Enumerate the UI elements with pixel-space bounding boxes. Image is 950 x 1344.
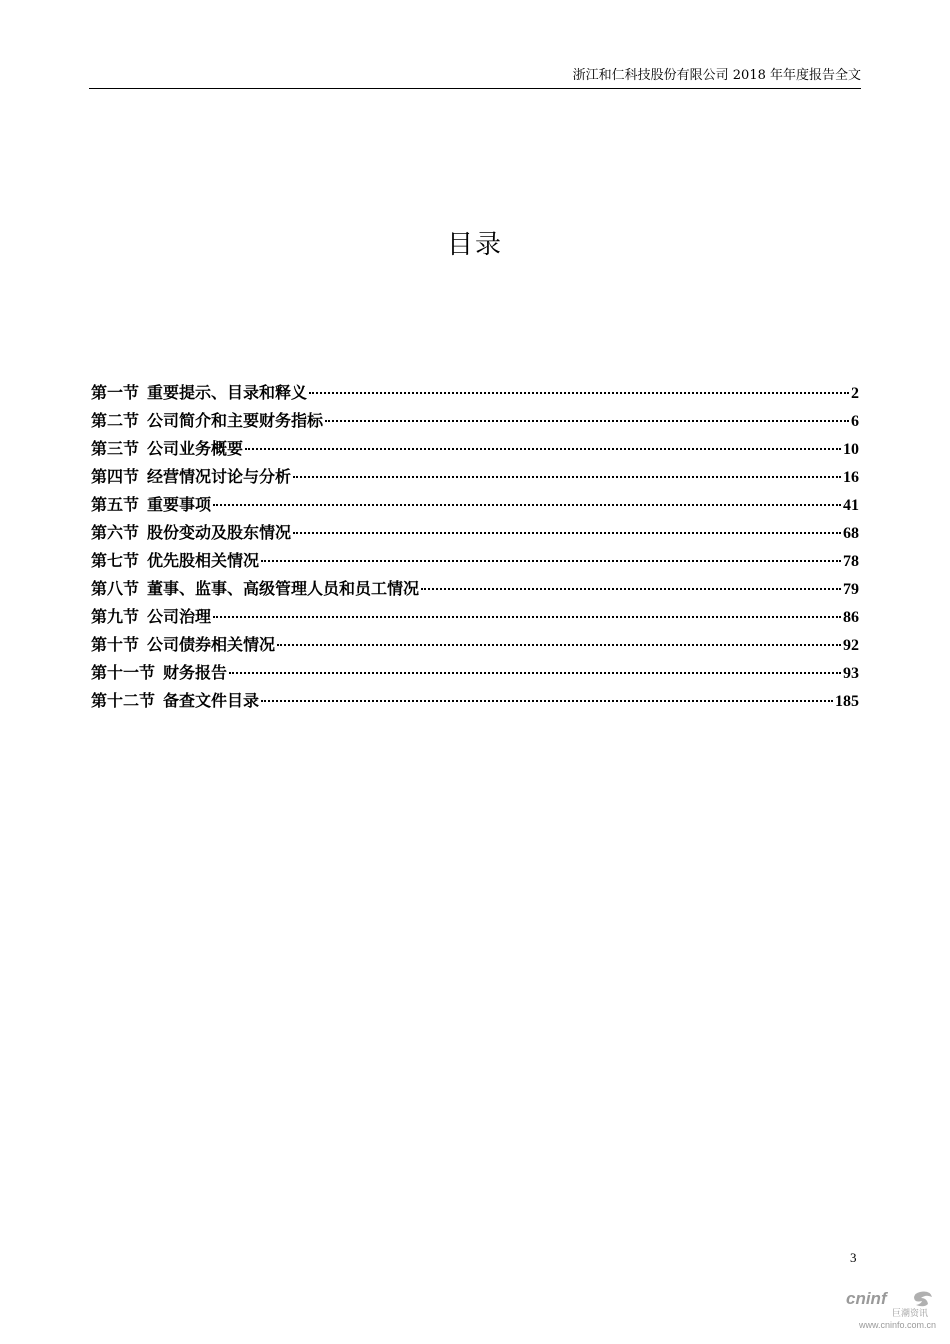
toc-entry[interactable] <box>91 520 859 548</box>
toc-entry[interactable] <box>91 688 859 716</box>
toc-section-title: 经营情况讨论与分析 <box>147 467 292 486</box>
toc-dot-leader <box>213 504 841 506</box>
toc-section-number: 第八节 <box>91 579 140 598</box>
toc-section-title: 财务报告 <box>163 663 228 682</box>
toc-section-number: 第三节 <box>91 439 140 458</box>
page-title: 目录 <box>446 230 503 260</box>
toc-section-title: 公司业务概要 <box>147 439 244 458</box>
cninfo-watermark <box>846 1288 938 1334</box>
toc-entry-label <box>91 492 211 515</box>
toc-page-number: 10 <box>843 441 859 458</box>
toc-entry[interactable] <box>91 548 859 576</box>
toc-page-number: 78 <box>843 553 859 570</box>
toc-entry-label <box>91 576 419 599</box>
toc-section-title: 股份变动及股东情况 <box>147 523 292 542</box>
toc-section-number: 第六节 <box>91 523 140 542</box>
toc-dot-leader <box>309 392 849 394</box>
toc-page-number: 86 <box>843 609 859 626</box>
toc-entry[interactable] <box>91 660 859 688</box>
toc-section-title: 备查文件目录 <box>163 691 260 710</box>
toc-entry-label <box>91 632 275 655</box>
toc-dot-leader <box>229 672 841 674</box>
toc-section-title: 董事、监事、高级管理人员和员工情况 <box>147 579 420 598</box>
toc-page-number: 79 <box>843 581 859 598</box>
toc-page-number: 6 <box>851 413 859 430</box>
toc-dot-leader <box>293 476 841 478</box>
watermark-logo-text: cninf <box>846 1289 887 1308</box>
toc-entry[interactable] <box>91 380 859 408</box>
toc-entry[interactable] <box>91 464 859 492</box>
toc-entry-label <box>91 520 291 543</box>
toc-dot-leader <box>261 560 841 562</box>
table-of-contents <box>91 380 859 716</box>
watermark-swirl-icon <box>914 1292 932 1307</box>
toc-entry[interactable] <box>91 632 859 660</box>
toc-entry-label <box>91 380 307 403</box>
toc-entry[interactable] <box>91 576 859 604</box>
toc-dot-leader <box>293 532 841 534</box>
toc-section-number: 第九节 <box>91 607 140 626</box>
toc-section-number: 第十二节 <box>91 691 156 710</box>
toc-page-number: 41 <box>843 497 859 514</box>
watermark-cn-text: 巨潮资讯 <box>892 1309 929 1318</box>
page-header <box>89 62 861 89</box>
toc-section-number: 第一节 <box>91 383 140 402</box>
toc-page-number: 92 <box>843 637 859 654</box>
toc-dot-leader <box>325 420 849 422</box>
toc-section-title: 公司债券相关情况 <box>147 635 276 654</box>
toc-entry[interactable] <box>91 492 859 520</box>
toc-section-title: 优先股相关情况 <box>147 551 260 570</box>
toc-entry-label <box>91 688 259 711</box>
toc-section-number: 第十节 <box>91 635 140 654</box>
toc-entry-label <box>91 408 323 431</box>
toc-dot-leader <box>261 700 833 702</box>
toc-entry-label <box>91 604 211 627</box>
toc-section-number: 第五节 <box>91 495 140 514</box>
toc-dot-leader <box>277 644 841 646</box>
toc-section-number: 第四节 <box>91 467 140 486</box>
toc-section-title: 重要事项 <box>147 495 212 514</box>
toc-dot-leader <box>213 616 841 618</box>
toc-section-title: 重要提示、目录和释义 <box>147 383 308 402</box>
toc-page-number: 2 <box>851 385 859 402</box>
page-number: 3 <box>850 1250 857 1265</box>
toc-section-number: 第七节 <box>91 551 140 570</box>
toc-page-number: 16 <box>843 469 859 486</box>
toc-page-number: 68 <box>843 525 859 542</box>
toc-section-number: 第十一节 <box>91 663 156 682</box>
toc-entry[interactable] <box>91 436 859 464</box>
toc-entry[interactable] <box>91 408 859 436</box>
toc-entry-label <box>91 660 227 683</box>
toc-entry-label <box>91 436 243 459</box>
toc-entry-label <box>91 464 291 487</box>
toc-section-title: 公司治理 <box>147 607 212 626</box>
toc-page-number: 93 <box>843 665 859 682</box>
watermark-url: www.cninfo.com.cn <box>858 1320 936 1330</box>
toc-entry-label <box>91 548 259 571</box>
toc-section-number: 第二节 <box>91 411 140 430</box>
toc-entry[interactable] <box>91 604 859 632</box>
toc-page-number: 185 <box>835 693 859 710</box>
toc-section-title: 公司简介和主要财务指标 <box>147 411 324 430</box>
toc-dot-leader <box>245 448 841 450</box>
toc-dot-leader <box>421 588 841 590</box>
cninfo-logo-icon <box>846 1288 938 1318</box>
header-text: 浙江和仁科技股份有限公司 2018 年年度报告全文 <box>572 68 861 83</box>
